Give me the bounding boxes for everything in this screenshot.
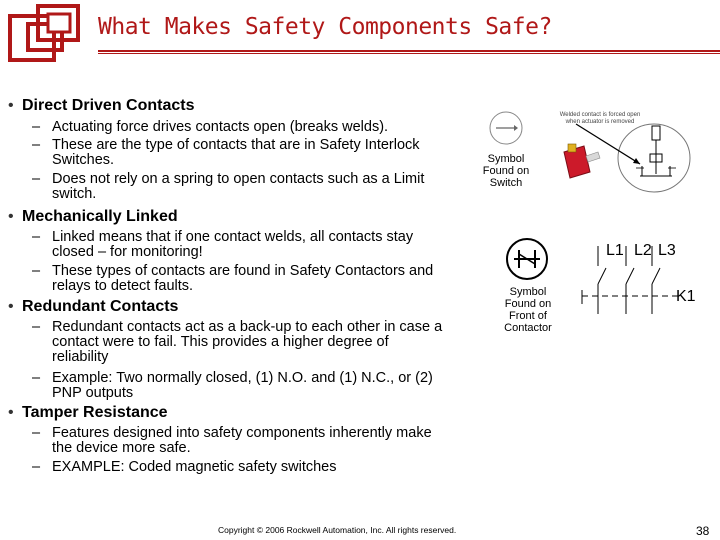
nested-squares-logo-icon [8,4,88,62]
contactor-label-l2: L2 [634,242,652,259]
section-heading: • Direct Driven Contacts [8,97,195,114]
section-heading: • Redundant Contacts [8,298,179,315]
section-heading: • Mechanically Linked [8,208,178,225]
mechanically-linked-contact-symbol-icon [504,236,550,282]
contactor-label-l3: L3 [658,242,676,259]
safety-switch-illustration-icon [556,122,692,194]
title-rule [98,50,720,52]
contactor-label-l1: L1 [606,242,624,259]
direct-drive-contact-symbol-icon [488,110,524,146]
copyright-footer: Copyright © 2006 Rockwell Automation, Inc. All rights reserved. [218,525,457,535]
contactor-label-k1: K1 [676,288,696,305]
contactor-symbol-label: Symbol Found on Front of Contactor [504,286,552,334]
switch-symbol-label: Symbol Found on Switch [482,153,530,189]
page-title: What Makes Safety Components Safe? [98,14,552,40]
section-heading: • Tamper Resistance [8,404,168,421]
welded-contact-note: Welded contact is forced open when actuator is removed [559,112,641,125]
title-rule-thin [98,53,720,54]
page-number: 38 [696,524,710,538]
